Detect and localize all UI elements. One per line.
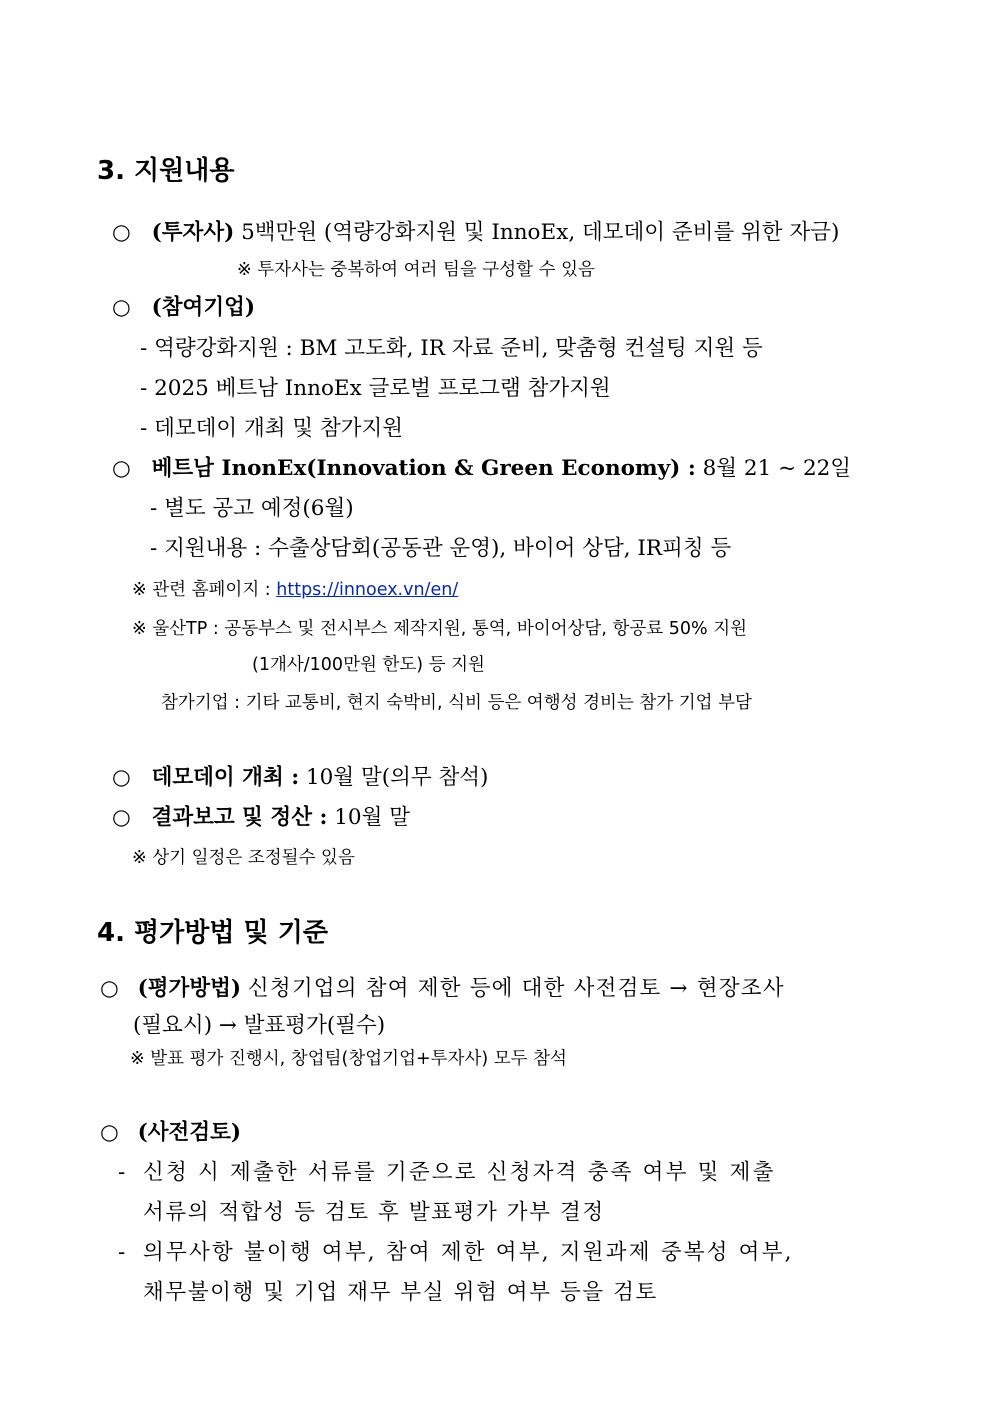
report-line [112, 807, 410, 829]
vietnam-text: 8월 21 ~ 22일 [702, 456, 852, 481]
bullet-icon: ○ [100, 1120, 119, 1145]
investor-note: ※ 투자사는 중복하여 여러 팀을 구성할 수 있음 [237, 260, 595, 280]
company-item: - 역량강화지원 : BM 고도화, IR 자료 준비, 맞춤형 컨설팅 지원 등 [140, 336, 763, 361]
section-3-heading: 3. 지원내용 [97, 156, 235, 186]
ulsan-note-cont: (1개사/100만원 한도) 등 지원 [252, 655, 485, 675]
company-item: - 2025 베트남 InnoEx 글로벌 프로그램 참가지원 [140, 376, 611, 401]
demoday-label: 데모데이 개최 : [151, 765, 300, 790]
precheck-label: (사전검토) [137, 1120, 242, 1145]
investor-line [112, 222, 839, 244]
vietnam-line [112, 458, 851, 480]
method-line [100, 978, 785, 1000]
investor-label: (투자사) [151, 220, 235, 245]
precheck-dash: - [118, 1240, 126, 1265]
bullet-icon: ○ [112, 295, 131, 320]
ulsan-note: ※ 울산TP : 공동부스 및 전시부스 제작지원, 통역, 바이어상담, 항공료 50% 지원 [132, 619, 748, 639]
precheck-item-cont: 채무불이행 및 기업 재무 부실 위험 여부 등을 검토 [143, 1280, 658, 1305]
precheck-item: 신청 시 제출한 서류를 기준으로 신청자격 충족 여부 및 제출 [143, 1160, 776, 1185]
vietnam-label: 베트남 InonEx(Innovation & Green Economy) : [151, 456, 696, 481]
report-label: 결과보고 및 정산 : [151, 805, 328, 830]
precheck-item: 의무사항 불이행 여부, 참여 제한 여부, 지원과제 중복성 여부, [143, 1240, 794, 1265]
company-line [112, 297, 255, 319]
precheck-dash: - [118, 1160, 126, 1185]
precheck-line [100, 1122, 241, 1144]
vietnam-item: - 지원내용 : 수출상담회(공동관 운영), 바이어 상담, IR피칭 등 [150, 536, 732, 561]
method-note: ※ 발표 평가 진행시, 창업팀(창업기업+투자사) 모두 참석 [130, 1049, 567, 1069]
bullet-icon: ○ [112, 456, 131, 481]
method-text: 신청기업의 참여 제한 등에 대한 사전검토 → 현장조사 [247, 976, 785, 1001]
company-cost-note: 참가기업 : 기타 교통비, 현지 숙박비, 식비 등은 여행성 경비는 참가 기업 부담 [161, 693, 752, 713]
report-text: 10월 말 [334, 805, 410, 830]
homepage-prefix: ※ 관련 홈페이지 : [132, 580, 277, 600]
bullet-icon: ○ [100, 976, 119, 1001]
schedule-note: ※ 상기 일정은 조정될수 있음 [132, 848, 355, 868]
bullet-icon: ○ [112, 765, 131, 790]
homepage-link[interactable]: https://innoex.vn/en/ [276, 580, 459, 600]
demoday-line [112, 767, 488, 789]
bullet-icon: ○ [112, 805, 131, 830]
bullet-icon: ○ [112, 220, 131, 245]
demoday-text: 10월 말(의무 참석) [305, 765, 489, 790]
section-4-heading: 4. 평가방법 및 기준 [97, 918, 328, 948]
investor-text: 5백만원 (역량강화지원 및 InnoEx, 데모데이 준비를 위한 자금) [241, 220, 840, 245]
method-label: (평가방법) [137, 976, 242, 1001]
company-label: (참여기업) [151, 295, 256, 320]
company-item: - 데모데이 개최 및 참가지원 [140, 416, 404, 441]
vietnam-item: - 별도 공고 예정(6월) [150, 496, 354, 521]
method-text-cont: (필요시) → 발표평가(필수) [133, 1013, 386, 1038]
homepage-note [132, 582, 458, 600]
precheck-item-cont: 서류의 적합성 등 검토 후 발표평가 가부 결정 [143, 1200, 605, 1225]
